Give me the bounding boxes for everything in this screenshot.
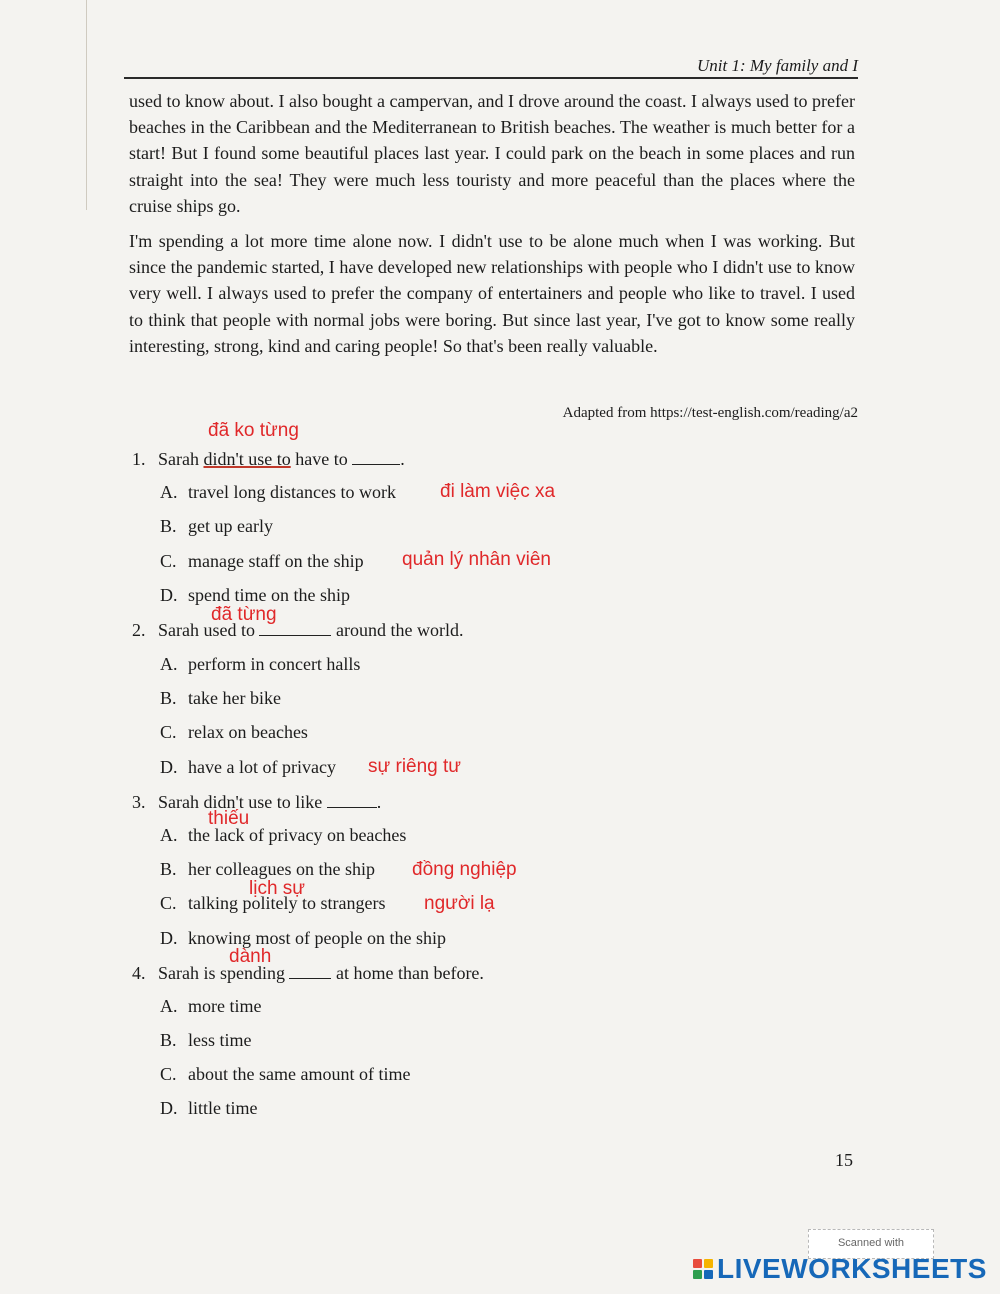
question-3-stem: 3. Sarah didn't use to like . (132, 792, 382, 812)
question-number: 1. (132, 449, 146, 469)
question-2-option-c[interactable]: C. relax on beaches (160, 722, 308, 742)
question-4-option-c[interactable]: C. about the same amount of time (160, 1064, 411, 1084)
unit-title: Unit 1: My family and I (697, 56, 858, 75)
question-3-option-b[interactable]: B. her colleagues on the ship (160, 859, 375, 879)
annotation-q3-b: đồng nghiệp (412, 859, 517, 880)
question-4-option-a[interactable]: A. more time (160, 996, 262, 1016)
source-citation: Adapted from https://test-english.com/reading/a2 (562, 405, 858, 421)
question-3-option-a[interactable]: A. the lack of privacy on beaches (160, 825, 407, 845)
page-number: 15 (835, 1150, 853, 1170)
question-3-option-d[interactable]: D. knowing most of people on the ship (160, 928, 446, 948)
question-1-stem: 1. Sarah didn't use to have to . (132, 449, 405, 469)
question-1-option-d[interactable]: D. spend time on the ship (160, 585, 350, 605)
answer-blank[interactable] (289, 962, 331, 979)
question-number: 2. (132, 620, 146, 640)
question-2-option-b[interactable]: B. take her bike (160, 688, 281, 708)
annotation-q4-stem: dành (229, 946, 272, 967)
question-1-option-b[interactable]: B. get up early (160, 516, 273, 536)
answer-blank[interactable] (327, 791, 377, 808)
liveworksheets-logo[interactable] (693, 1252, 987, 1286)
question-2-option-a[interactable]: A. perform in concert halls (160, 654, 361, 674)
underlined-phrase: didn't use to (203, 449, 291, 469)
annotation-q1-stem: đã ko từng (208, 420, 299, 441)
liveworksheets-logo-text: LIVEWORKSHEETS (717, 1253, 987, 1284)
answer-blank[interactable] (352, 448, 400, 465)
question-number: 4. (132, 963, 146, 983)
binding-line (86, 0, 87, 210)
question-number: 3. (132, 792, 146, 812)
annotation-q2-stem: đã từng (211, 604, 277, 625)
annotation-q3-c-polite: lịch sự (249, 878, 306, 899)
question-1-option-a[interactable]: A. travel long distances to work (160, 482, 396, 502)
question-4-option-b[interactable]: B. less time (160, 1030, 252, 1050)
header-rule (124, 77, 858, 79)
question-2-stem: 2. Sarah used to around the world. (132, 620, 464, 640)
scanned-with-badge: Scanned with (808, 1229, 934, 1259)
annotation-q1-c: quản lý nhân viên (402, 549, 551, 570)
question-2-option-d[interactable]: D. have a lot of privacy (160, 757, 336, 777)
liveworksheets-squares-icon (693, 1259, 713, 1279)
passage-paragraph-1: used to know about. I also bought a campervan, and I drove around the coast. I always used to prefer beaches in the Caribbean and the Mediterranean to British beaches. The weather is much better for a start! But I found some beautiful places last year. I could park on the beach in some places and run straight into the sea! They were much less touristy and more peaceful than the places where the cruise ships go. (129, 91, 855, 216)
question-1-option-c[interactable]: C. manage staff on the ship (160, 551, 364, 571)
question-3-option-c[interactable]: C. talking politely to strangers (160, 893, 386, 913)
annotation-q2-d: sự riêng tư (368, 756, 462, 777)
passage-paragraph-2: I'm spending a lot more time alone now. I didn't use to be alone much when I was working. But since the pandemic started, I have developed new relationships with people who I didn't use to know very well. I always used to prefer the company of entertainers and people who like to travel. I used to think that people with normal jobs were boring. But since last year, I've got to know some really interesting, strong, kind and caring people! So that's been really valuable. (129, 231, 855, 356)
question-4-stem: 4. Sarah is spending at home than before. (132, 963, 484, 983)
question-4-option-d[interactable]: D. little time (160, 1098, 258, 1118)
annotation-q3-a: thiếu (208, 808, 250, 829)
annotation-q3-c-strangers: người lạ (424, 893, 495, 914)
annotation-q1-a: đi làm việc xa (440, 481, 556, 502)
